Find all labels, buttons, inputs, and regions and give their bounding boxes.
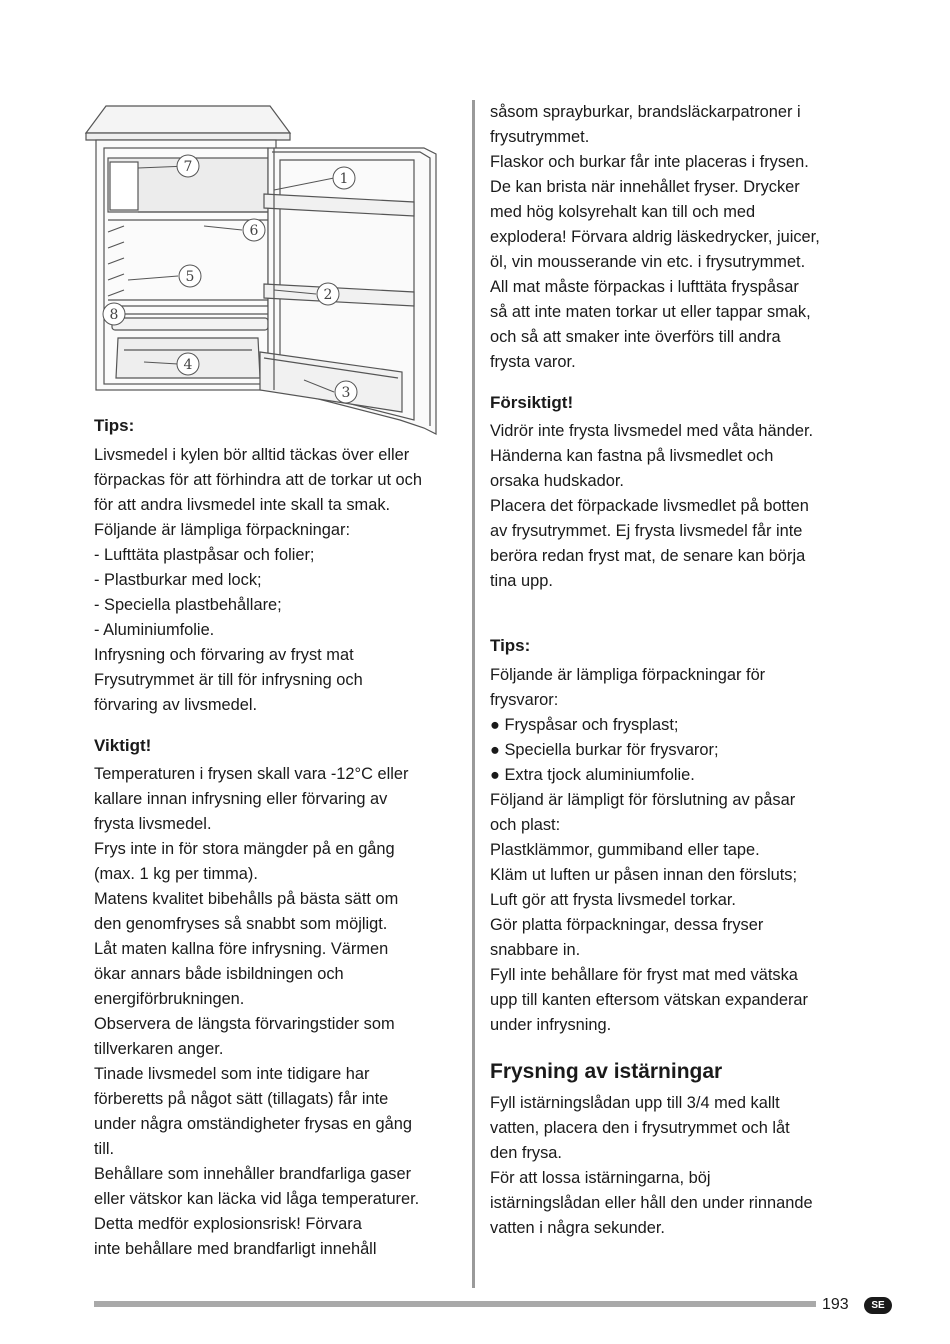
callout-5: 5 — [185, 269, 195, 285]
text-line: av frysutrymmet. Ej frysta livsmedel får inte — [490, 522, 803, 540]
language-badge: SE — [864, 1297, 892, 1314]
text-line: förpackas för att förhindra att de torkar ut och — [94, 471, 422, 489]
callout-6: 6 — [249, 223, 259, 239]
callout-3: 3 — [341, 385, 351, 401]
text-line: Plastklämmor, gummiband eller tape. — [490, 841, 760, 859]
text-line: Fyll istärningslådan upp till 3/4 med kallt — [490, 1094, 780, 1112]
text-line: istärningslådan eller håll den under rinnande — [490, 1194, 813, 1212]
text-line: Händerna kan fastna på livsmedlet och — [490, 447, 774, 465]
text-line: ökar annars både isbildningen och — [94, 965, 344, 983]
text-line: under några omständigheter frysas en gång — [94, 1115, 413, 1133]
text-line: frysutrymmet. — [490, 128, 590, 146]
tips-text-right — [490, 663, 870, 1038]
text-line: Låt maten kallna före infrysning. Värmen — [94, 940, 389, 958]
text-line: Följand är lämpligt för förslutning av påsar — [490, 791, 796, 809]
text-line: explodera! Förvara aldrig läskedrycker, juicer, — [490, 228, 820, 246]
text-line: vatten, placera den i frysutrymmet och låt — [490, 1119, 790, 1137]
text-line: beröra redan fryst mat, de senare kan börja — [490, 547, 806, 565]
ice-cubes-text — [490, 1091, 870, 1241]
text-line: med hög kolsyrehalt kan till och med — [490, 203, 756, 221]
text-line: - Lufttäta plastpåsar och folier; — [94, 546, 315, 564]
text-line: Frys inte in för stora mängder på en gång — [94, 840, 395, 858]
text-line: frysvaror: — [490, 691, 559, 709]
text-line: tillverkaren anger. — [94, 1040, 224, 1058]
viktigt-text — [94, 762, 466, 1262]
text-line: Luft gör att frysta livsmedel torkar. — [490, 891, 736, 909]
text-line: så att inte maten torkar ut eller tappar smak, — [490, 303, 811, 321]
text-line: upp till kanten eftersom vätskan expanderar — [490, 991, 808, 1009]
text-line: Placera det förpackade livsmedlet på botten — [490, 497, 809, 515]
text-line: eller vätskor kan läcka vid låga temperaturer. — [94, 1190, 420, 1208]
intro-text — [490, 100, 870, 375]
text-line: De kan brista när innehållet fryser. Drycker — [490, 178, 800, 196]
text-line: inte behållare med brandfarligt innehåll — [94, 1240, 377, 1258]
text-line: - Aluminiumfolie. — [94, 621, 215, 639]
text-line: Frysutrymmet är till för infrysning och — [94, 671, 363, 689]
text-line: snabbare in. — [490, 941, 581, 959]
text-line: Tinade livsmedel som inte tidigare har — [94, 1065, 370, 1083]
text-line: Temperaturen i frysen skall vara -12°C eller — [94, 765, 409, 783]
text-line: till. — [94, 1140, 115, 1158]
text-line: orsaka hudskador. — [490, 472, 624, 490]
text-line: (max. 1 kg per timma). — [94, 865, 258, 883]
ice-cubes-heading: Frysning av istärningar — [490, 1060, 723, 1083]
text-line: - Plastburkar med lock; — [94, 571, 262, 589]
text-line: den frysa. — [490, 1144, 562, 1162]
text-line: Flaskor och burkar får inte placeras i frysen. — [490, 153, 809, 171]
text-line: ● Extra tjock aluminiumfolie. — [490, 766, 695, 784]
forsiktigt-text — [490, 419, 870, 594]
text-line: Fyll inte behållare för fryst mat med vätska — [490, 966, 798, 984]
tips-heading-right: Tips: — [490, 636, 531, 655]
callout-4: 4 — [183, 357, 193, 373]
text-line: För att lossa istärningarna, böj — [490, 1169, 711, 1187]
column-divider — [472, 100, 475, 1288]
text-line: energiförbrukningen. — [94, 990, 245, 1008]
text-line: Följande är lämpliga förpackningar: — [94, 521, 351, 539]
text-line: Infrysning och förvaring av fryst mat — [94, 646, 354, 664]
text-line: förvaring av livsmedel. — [94, 696, 258, 714]
text-line: ● Fryspåsar och frysplast; — [490, 716, 679, 734]
text-line: öl, vin mousserande vin etc. i frysutrymmet. — [490, 253, 806, 271]
text-line: ● Speciella burkar för frysvaror; — [490, 741, 719, 759]
callout-2: 2 — [323, 287, 333, 303]
text-line: den genomfryses så snabbt som möjligt. — [94, 915, 388, 933]
callout-7: 7 — [183, 159, 193, 175]
page-number: 193 — [822, 1296, 849, 1313]
text-line: för att andra livsmedel inte skall ta smak. — [94, 496, 391, 514]
text-line: frysta varor. — [490, 353, 576, 371]
text-line: tina upp. — [490, 572, 553, 590]
viktigt-heading: Viktigt! — [94, 736, 152, 755]
text-line: Livsmedel i kylen bör alltid täckas över eller — [94, 446, 410, 464]
footer-bar — [94, 1301, 816, 1307]
text-line: Observera de längsta förvaringstider som — [94, 1015, 395, 1033]
text-line: All mat måste förpackas i lufttäta fryspåsar — [490, 278, 799, 296]
forsiktigt-heading: Försiktigt! — [490, 393, 574, 412]
text-line: Matens kvalitet bibehålls på bästa sätt om — [94, 890, 399, 908]
text-line: frysta livsmedel. — [94, 815, 212, 833]
text-line: och plast: — [490, 816, 561, 834]
text-line: Följande är lämpliga förpackningar för — [490, 666, 766, 684]
tips-text-left — [94, 443, 466, 718]
fridge-diagram — [84, 100, 444, 440]
text-line: och så att smaker inte överförs till andra — [490, 328, 781, 346]
text-line: Detta medför explosionsrisk! Förvara — [94, 1215, 362, 1233]
tips-heading-left: Tips: — [94, 416, 135, 435]
text-line: vatten i några sekunder. — [490, 1219, 665, 1237]
text-line: Vidrör inte frysta livsmedel med våta händer. — [490, 422, 814, 440]
callout-1: 1 — [339, 171, 349, 187]
text-line: förberetts på något sätt (tillagats) får inte — [94, 1090, 389, 1108]
text-line: kallare innan infrysning eller förvaring av — [94, 790, 388, 808]
text-line: Kläm ut luften ur påsen innan den försluts; — [490, 866, 798, 884]
callout-8: 8 — [109, 307, 119, 323]
text-line: under infrysning. — [490, 1016, 612, 1034]
text-line: såsom sprayburkar, brandsläckarpatroner i — [490, 103, 801, 121]
text-line: - Speciella plastbehållare; — [94, 596, 282, 614]
text-line: Behållare som innehåller brandfarliga gaser — [94, 1165, 412, 1183]
text-line: Gör platta förpackningar, dessa fryser — [490, 916, 764, 934]
